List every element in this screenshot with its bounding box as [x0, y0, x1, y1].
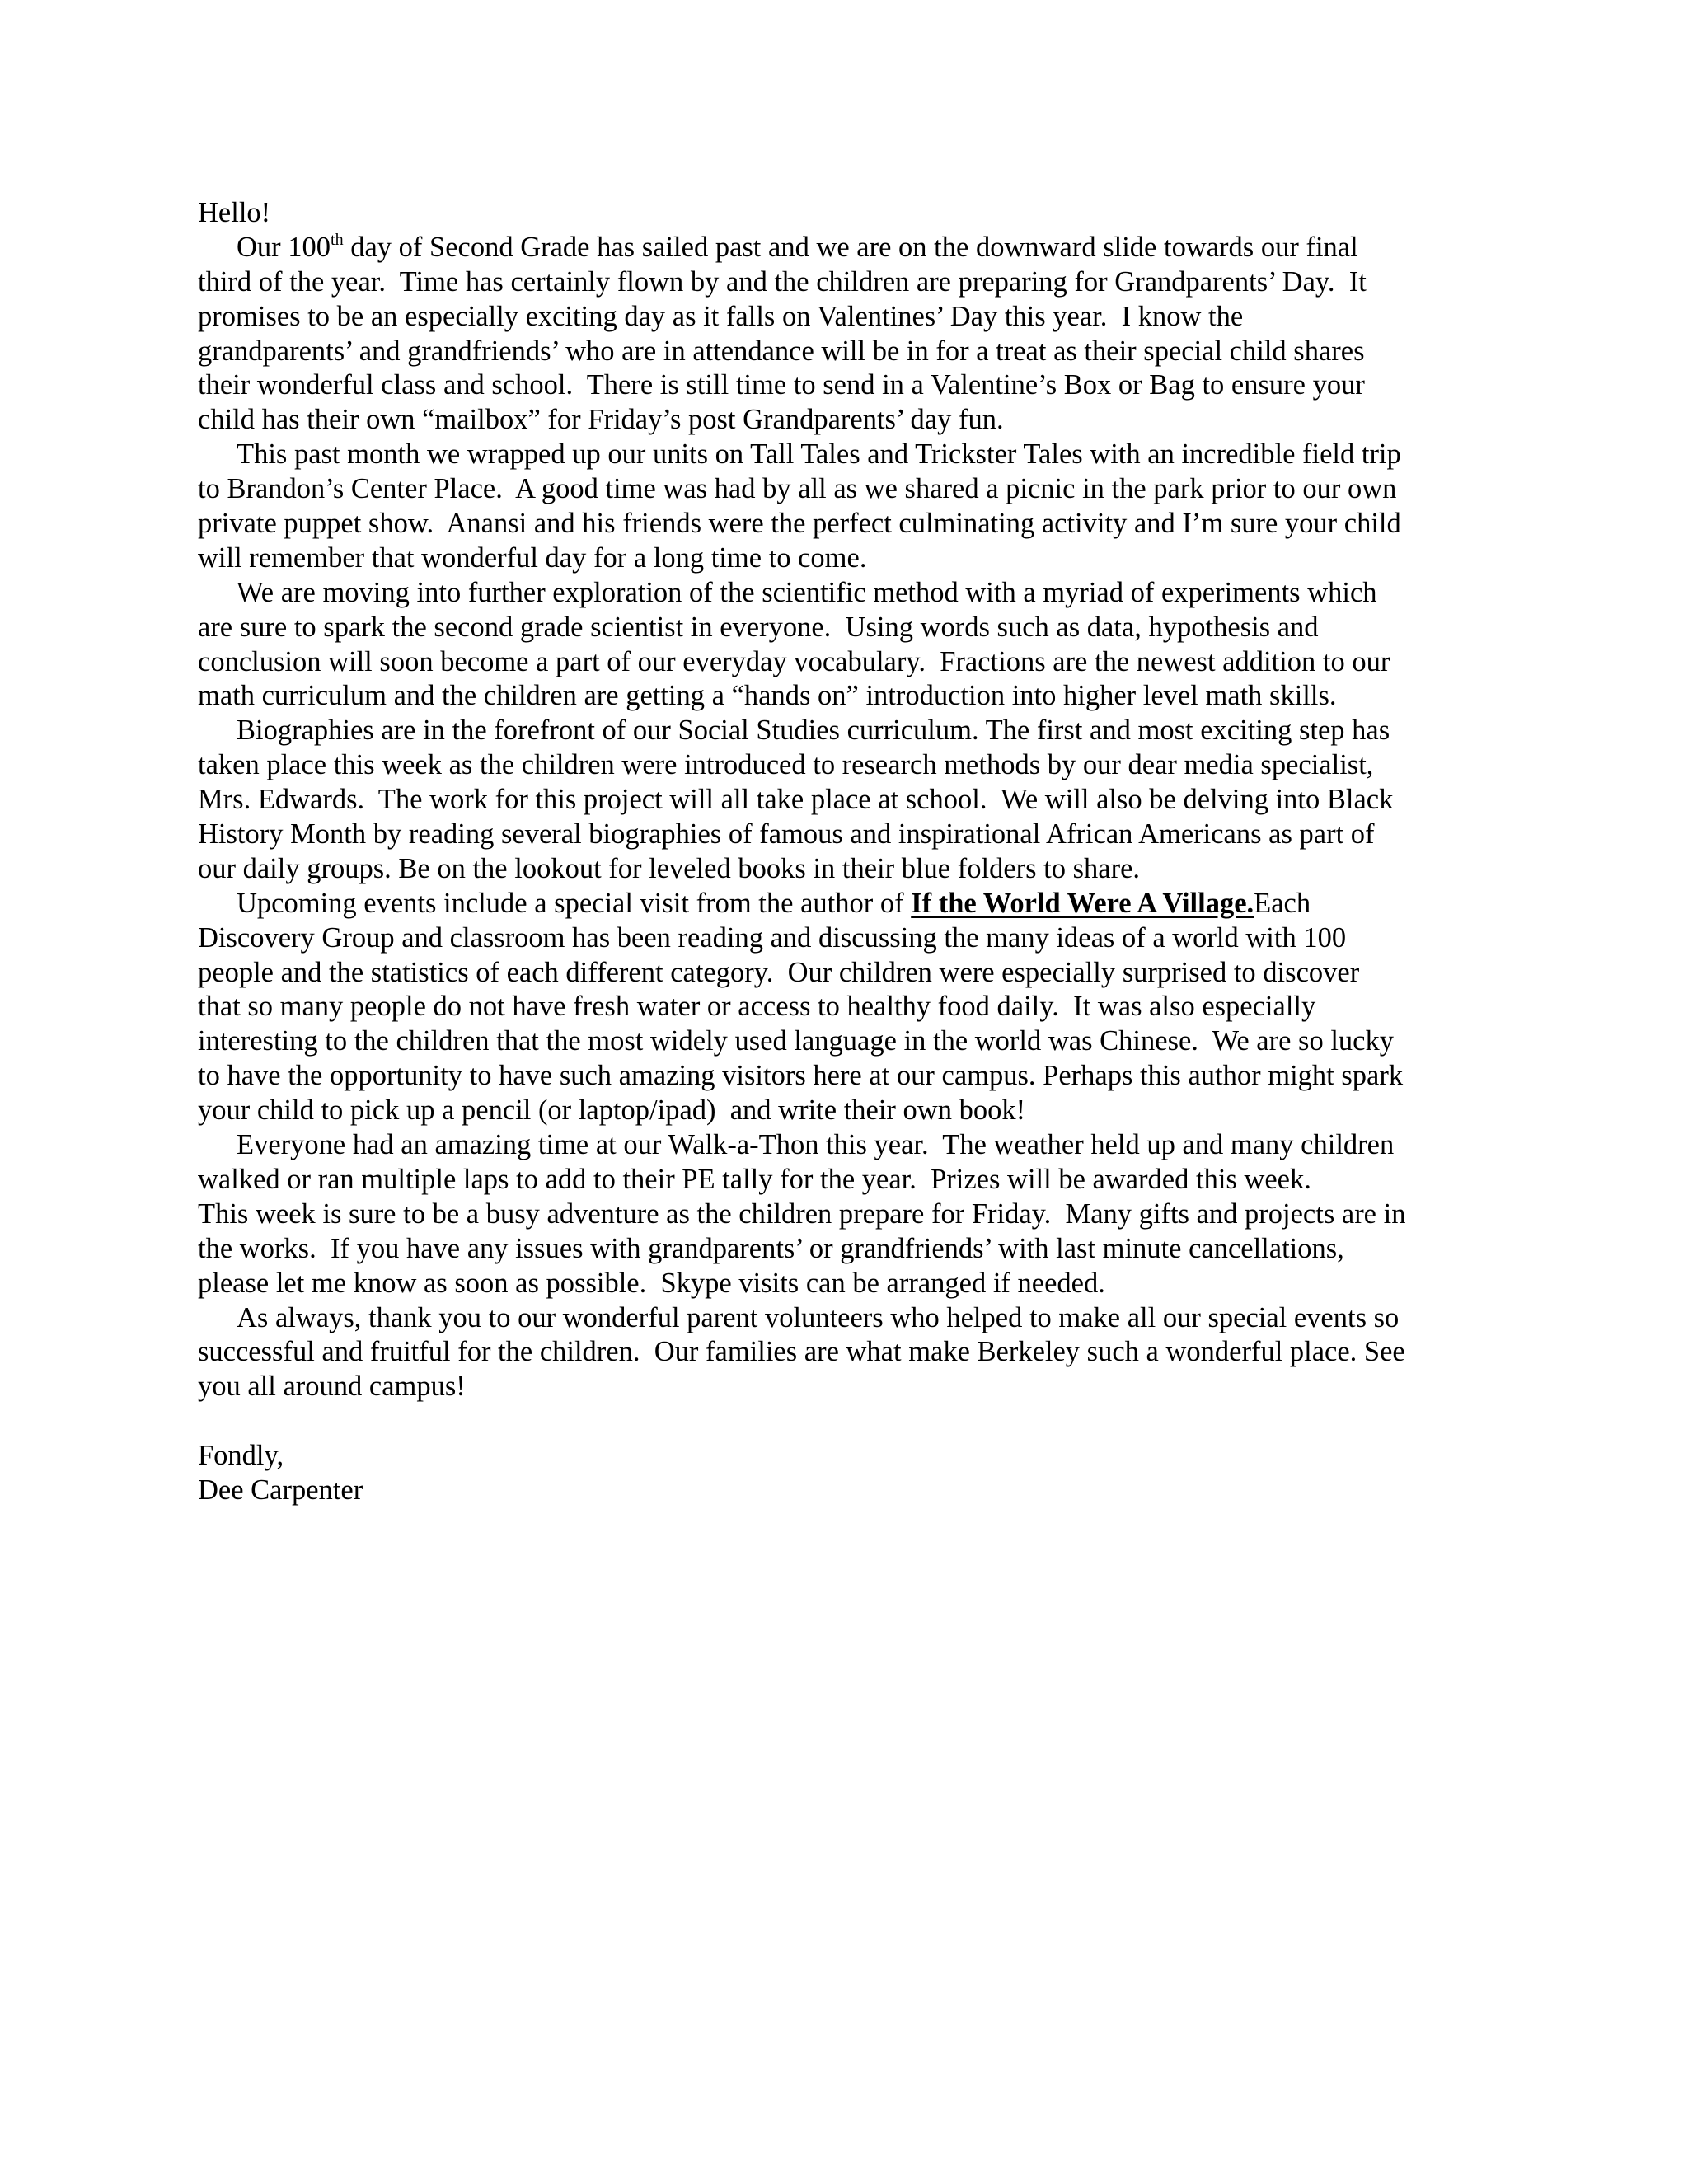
paragraph-line: math curriculum and the children are getting a “hands on” introduction into higher level math skills.	[198, 680, 1337, 712]
paragraph-line: you all around campus!	[198, 1371, 466, 1403]
paragraph-biographies	[198, 714, 1517, 886]
greeting: Hello!	[198, 197, 271, 228]
paragraph-line: grandparents’ and grandfriends’ who are in attendance will be in for a treat as their special child shares	[198, 335, 1365, 367]
paragraph-line: Biographies are in the forefront of our Social Studies curriculum. The first and most exciting step has	[237, 715, 1390, 747]
letter-body	[198, 196, 1517, 1508]
text-span: Our 100	[237, 231, 331, 263]
text-span: day of Second Grade has sailed past and we are on the downward slide towards our final	[343, 231, 1358, 263]
book-title: If the World Were A Village.	[911, 887, 1254, 919]
paragraph-line: promises to be an especially exciting day as it falls on Valentines’ Day this year. I know the	[198, 300, 1244, 332]
paragraph-line: taken place this week as the children were introduced to research methods by our dear media specialist,	[198, 749, 1374, 781]
paragraph-field-trip	[198, 438, 1517, 576]
paragraph-busy-week	[198, 1197, 1517, 1301]
paragraph-upcoming-events	[198, 887, 1517, 1128]
paragraph-line: Everyone had an amazing time at our Walk-a-Thon this year. The weather held up and many children	[237, 1129, 1395, 1161]
paragraph-line: walked or ran multiple laps to add to their PE tally for the year. Prizes will be awarded this week.	[198, 1163, 1311, 1195]
paragraph-science-math	[198, 576, 1517, 715]
paragraph-line: will remember that wonderful day for a long time to come.	[198, 541, 867, 574]
paragraph-line: third of the year. Time has certainly flown by and the children are preparing for Grandparents’ Day. It	[198, 265, 1367, 298]
paragraph-line: private puppet show. Anansi and his friends were the perfect culminating activity and I’m sure your child	[198, 508, 1401, 540]
paragraph-line: to Brandon’s Center Place. A good time was had by all as we shared a picnic in the park prior to our own	[198, 473, 1397, 505]
paragraph-line: interesting to the children that the most widely used language in the world was Chinese. We are so lucky	[198, 1025, 1394, 1057]
signature: Dee Carpenter	[198, 1474, 363, 1506]
spacer	[198, 1404, 1517, 1439]
text-span: Each	[1254, 887, 1311, 919]
paragraph-line: As always, thank you to our wonderful parent volunteers who helped to make all our special events so	[237, 1301, 1400, 1333]
paragraph-walk-a-thon	[198, 1128, 1517, 1197]
paragraph-line: This week is sure to be a busy adventure as the children prepare for Friday. Many gifts and projects are in	[198, 1197, 1406, 1230]
paragraph-line: We are moving into further exploration of the scientific method with a myriad of experiments which	[237, 576, 1377, 608]
paragraph-line: our daily groups. Be on the lookout for leveled books in their blue folders to share.	[198, 852, 1141, 884]
paragraph-100th-day	[198, 231, 1517, 438]
paragraph-line: are sure to spark the second grade scientist in everyone. Using words such as data, hypothesis and	[198, 611, 1319, 643]
paragraph-line: their wonderful class and school. There is still time to send in a Valentine’s Box or Bag to ensure your	[198, 369, 1365, 401]
paragraph-line: to have the opportunity to have such amazing visitors here at our campus. Perhaps this author might spark	[198, 1060, 1404, 1092]
paragraph-line: child has their own “mailbox” for Friday’s post Grandparents’ day fun.	[198, 404, 1004, 436]
ordinal-superscript: th	[331, 230, 344, 249]
paragraph-line: the works. If you have any issues with grandparents’ or grandfriends’ with last minute cancellations,	[198, 1232, 1344, 1264]
paragraph-thank-you	[198, 1301, 1517, 1405]
paragraph-line: conclusion will soon become a part of our everyday vocabulary. Fractions are the newest addition to our	[198, 645, 1390, 677]
paragraph-line: History Month by reading several biographies of famous and inspirational African Americans as part of	[198, 818, 1375, 851]
paragraph-line: that so many people do not have fresh water or access to healthy food daily. It was also especially	[198, 991, 1316, 1023]
closing: Fondly,	[198, 1440, 284, 1472]
paragraph-line: people and the statistics of each different category. Our children were especially surprised to discover	[198, 956, 1360, 988]
text-span: Upcoming events include a special visit from the author of	[237, 887, 912, 919]
paragraph-line: Mrs. Edwards. The work for this project will all take place at school. We will also be delving into Black	[198, 784, 1394, 816]
paragraph-line	[198, 887, 1517, 921]
paragraph-line: This past month we wrapped up our units on Tall Tales and Trickster Tales with an incredible field trip	[237, 438, 1401, 471]
paragraph-line: successful and fruitful for the children. Our families are what make Berkeley such a wonderful place. See	[198, 1336, 1405, 1368]
paragraph-line: Discovery Group and classroom has been reading and discussing the many ideas of a world with 100	[198, 921, 1347, 954]
paragraph-line	[198, 231, 1517, 265]
paragraph-line: please let me know as soon as possible. Skype visits can be arranged if needed.	[198, 1267, 1105, 1299]
paragraph-line: your child to pick up a pencil (or laptop/ipad) and write their own book!	[198, 1094, 1026, 1127]
